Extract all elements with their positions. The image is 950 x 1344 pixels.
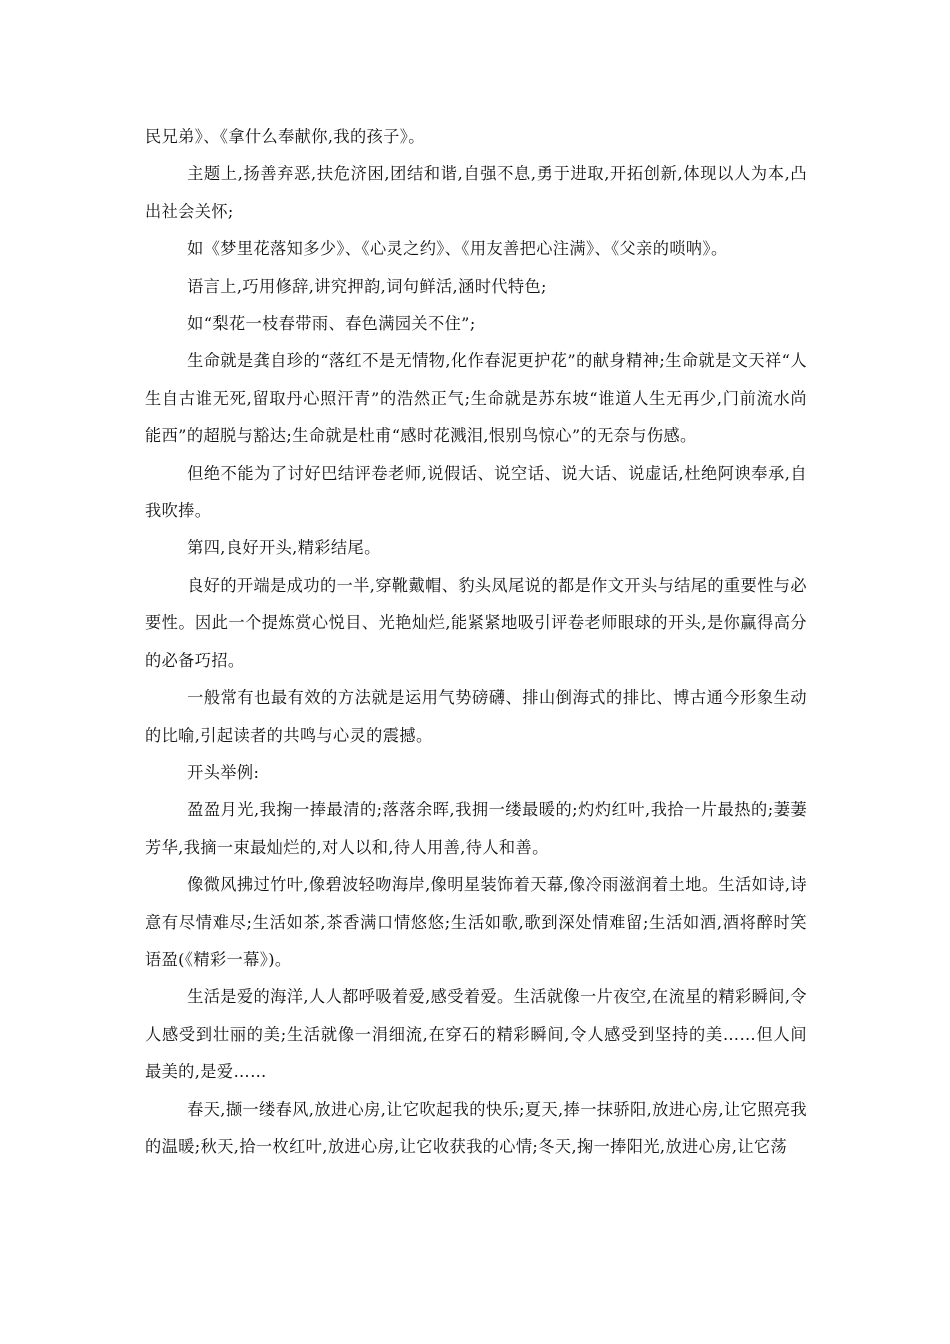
paragraph-10: 一般常有也最有效的方法就是运用气势磅礴、排山倒海式的排比、博古通今形象生动的比喻,引起读者的共鸣与心灵的震撼。 bbox=[145, 688, 807, 745]
document-page bbox=[145, 118, 807, 1165]
paragraph-4: 语言上,巧用修辞,讲究押韵,词句鲜活,涵时代特色; bbox=[187, 276, 547, 296]
paragraph-3: 如《梦里花落知多少》、《心灵之约》、《用友善把心注满》、《父亲的唢呐》。 bbox=[187, 239, 728, 259]
examples-label: 开头举例: bbox=[187, 762, 260, 782]
paragraph-7: 但绝不能为了讨好巴结评卷老师,说假话、说空话、说大话、说虚话,杜绝阿谀奉承,自我吹捧。 bbox=[145, 463, 807, 521]
paragraph-1: 民兄弟》、《拿什么奉献你,我的孩子》。 bbox=[145, 127, 425, 146]
section-heading-4: 第四,良好开头,精彩结尾。 bbox=[187, 538, 381, 558]
paragraph-6: 生命就是龚自珍的“落红不是无情物,化作春泥更护花”的献身精神;生命就是文天祥“人生自古谁无死,留取丹心照汗青”的浩然正气;生命就是苏东坡“谁道人生无再少,门前流水尚能西”的超脱与豁达;生命就是杜甫“感时花溅泪,恨别鸟惊心”的无奈与伤感。 bbox=[145, 351, 807, 446]
paragraph-13: 像微风拂过竹叶,像碧波轻吻海岸,像明星装饰着天幕,像冷雨滋润着土地。生活如诗,诗意有尽情难尽;生活如茶,茶香满口情悠悠;生活如歌,歌到深处情难留;生活如酒,酒将醉时笑语盈(《精彩一幕》)。 bbox=[145, 875, 807, 969]
paragraph-12: 盈盈月光,我掬一捧最清的;落落余晖,我拥一缕最暖的;灼灼红叶,我拾一片最热的;萋萋芳华,我摘一束最灿烂的,对人以和,待人用善,待人和善。 bbox=[145, 800, 807, 857]
paragraph-14: 生活是爱的海洋,人人都呼吸着爱,感受着爱。生活就像一片夜空,在流星的精彩瞬间,令人感受到壮丽的美;生活就像一涓细流,在穿石的精彩瞬间,令人感受到坚持的美……但人间最美的,是爱…… bbox=[145, 987, 807, 1082]
paragraph-5: 如“梨花一枝春带雨、春色满园关不住”; bbox=[187, 314, 476, 334]
paragraph-15: 春天,撷一缕春风,放进心房,让它吹起我的快乐;夏天,捧一抹骄阳,放进心房,让它照亮我的温暖;秋天,拾一枚红叶,放进心房,让它收获我的心情;冬天,掬一捧阳光,放进心房,让它荡 bbox=[145, 1099, 807, 1156]
paragraph-2: 主题上,扬善弃恶,扶危济困,团结和谐,自强不息,勇于进取,开拓创新,体现以人为本,凸出社会关怀; bbox=[145, 164, 807, 221]
paragraph-9: 良好的开端是成功的一半,穿靴戴帽、豹头凤尾说的都是作文开头与结尾的重要性与必要性。因此一个提炼赏心悦目、光艳灿烂,能紧紧地吸引评卷老师眼球的开头,是你赢得高分的必备巧招。 bbox=[145, 575, 807, 670]
